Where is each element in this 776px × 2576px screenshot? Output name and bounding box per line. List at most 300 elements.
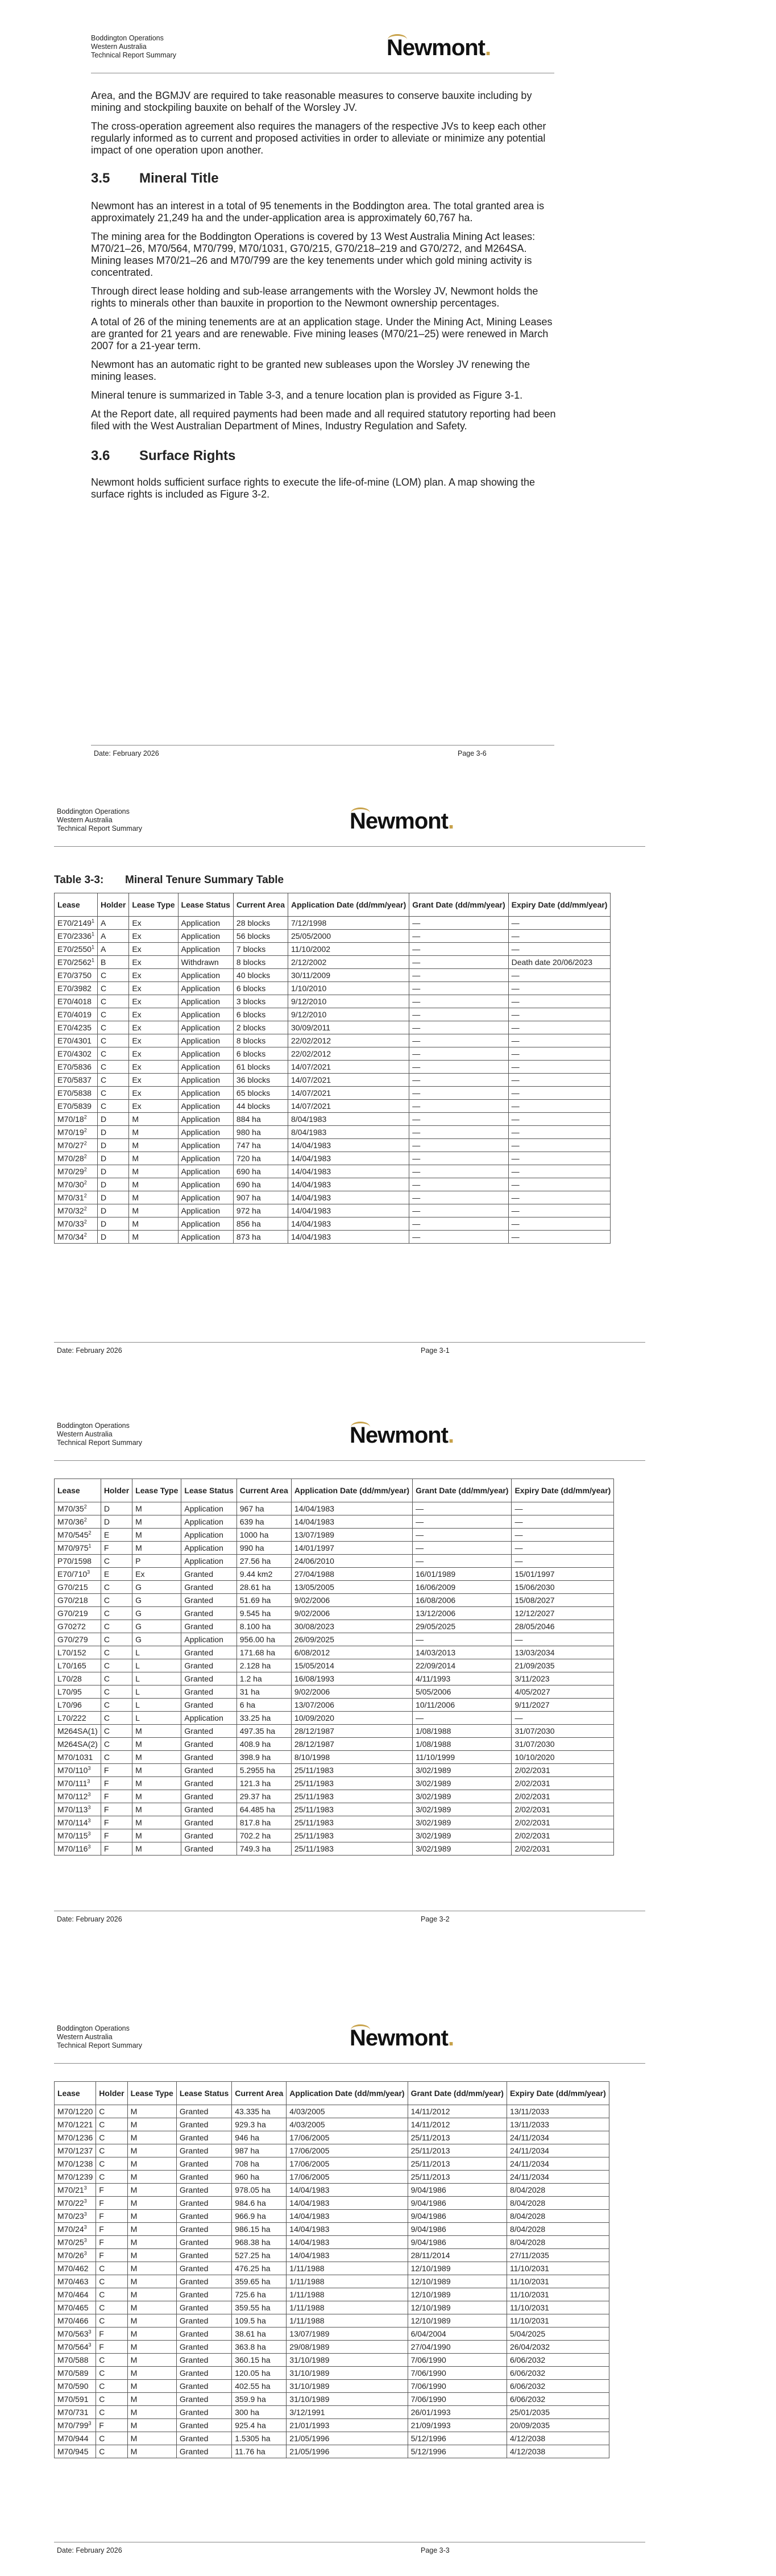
lease-id: E70/4302 [57,1049,92,1058]
cell-lease-type: M [127,2380,176,2393]
cell-lease-status: Application [181,1633,236,1646]
cell-lease [55,2171,96,2184]
cell-lease [55,1568,101,1581]
lease-id: M70/34 [57,1232,84,1241]
cell-current-area: 1.5305 ha [232,2432,287,2445]
table-row [55,1178,611,1191]
cell-application-date: 4/03/2005 [287,2105,408,2118]
cell-holder: C [97,982,128,995]
cell-lease-type: M [127,2445,176,2458]
header-row [55,1479,614,1502]
cell-grant-date: — [409,1008,508,1021]
cell-expiry-date: 15/08/2027 [512,1594,614,1607]
cell-lease-status: Granted [181,1764,236,1777]
cell-lease [55,1502,101,1515]
cell-application-date: 14/04/1983 [288,1191,409,1204]
table-row [55,1699,614,1712]
lease-id: M70/545 [57,1530,89,1539]
cell-lease [55,1646,101,1659]
cell-lease [55,1178,98,1191]
cell-grant-date: — [409,1139,508,1152]
cell-lease-type: M [127,2105,176,2118]
table-row [55,1685,614,1699]
cell-expiry-date: — [508,943,611,956]
lease-id: M70/32 [57,1206,84,1215]
lease-id: E70/2149 [57,918,92,927]
cell-current-area: 359.55 ha [232,2301,287,2314]
table-row [55,1672,614,1685]
cell-holder: D [101,1515,132,1529]
table-row [55,2118,609,2131]
page-header-text [57,2024,142,2050]
lease-id: G70/279 [57,1635,88,1644]
cell-holder: C [96,2144,127,2157]
cell-application-date: 9/02/2006 [291,1685,412,1699]
cell-current-area: 749.3 ha [236,1842,291,1856]
table-row [55,1725,614,1738]
cell-lease-type: Ex [129,1100,178,1113]
footer-date: Date: February 2026 [57,2546,122,2554]
cell-expiry-date: — [508,1008,611,1021]
cell-application-date: 1/11/1988 [287,2301,408,2314]
cell-lease-status: Granted [176,2367,231,2380]
footer-page-number: Page 3-2 [421,1915,450,1923]
cell-lease-type: Ex [129,1087,178,1100]
logo-text: Newmont [350,2026,448,2051]
cell-lease [55,2262,96,2275]
cell-holder: C [96,2131,127,2144]
cell-lease-status: Granted [176,2131,231,2144]
cell-lease [55,1204,98,1217]
cell-current-area: 28 blocks [233,917,288,930]
cell-holder: A [97,943,128,956]
cell-application-date: 27/04/1988 [291,1568,412,1581]
cell-grant-date: 3/02/1989 [413,1816,512,1829]
table-row [55,2105,609,2118]
cell-lease [55,943,98,956]
cell-lease [55,2327,96,2341]
cell-grant-date: 7/06/1990 [408,2354,507,2367]
footnote-marker: 3 [88,1791,91,1798]
cell-holder: F [101,1790,132,1803]
cell-holder: D [97,1191,128,1204]
cell-expiry-date: 11/10/2031 [507,2288,609,2301]
table-row [55,1803,614,1816]
cell-expiry-date: 5/04/2025 [507,2327,609,2341]
logo-dot: . [448,2026,454,2051]
cell-expiry-date: — [508,930,611,943]
cell-holder: C [96,2406,127,2419]
cell-grant-date: 1/08/1988 [413,1738,512,1751]
cell-expiry-date: 31/07/2030 [512,1738,614,1751]
cell-holder: F [96,2249,127,2262]
cell-holder: F [101,1803,132,1816]
cell-lease [55,1751,101,1764]
cell-expiry-date: 8/04/2028 [507,2223,609,2236]
table-row [55,1529,614,1542]
lease-id: M70/114 [57,1818,88,1827]
cell-holder: C [97,1021,128,1034]
cell-holder: C [97,1074,128,1087]
lease-id: E70/4235 [57,1023,92,1032]
header-rule [54,2063,645,2064]
cell-lease [55,1152,98,1165]
cell-lease [55,2236,96,2249]
table-row [55,2171,609,2184]
cell-expiry-date: 2/02/2031 [512,1829,614,1842]
cell-application-date: 21/05/1996 [287,2445,408,2458]
cell-lease-type: L [132,1672,181,1685]
section-title: Surface Rights [139,448,236,463]
cell-expiry-date: — [508,1191,611,1204]
cell-application-date: 4/03/2005 [287,2118,408,2131]
cell-lease [55,1712,101,1725]
cell-current-area: 960 ha [232,2171,287,2184]
lease-id: M70/27 [57,1141,84,1150]
cell-current-area: 402.55 ha [232,2380,287,2393]
cell-current-area: 120.05 ha [232,2367,287,2380]
cell-grant-date: 1/08/1988 [413,1725,512,1738]
surface-rights-paragraphs [91,477,557,507]
cell-lease-type: Ex [129,995,178,1008]
table-row [55,2445,609,2458]
cell-lease-status: Application [181,1502,236,1515]
cell-expiry-date: 6/06/2032 [507,2354,609,2367]
cell-application-date: 14/04/1983 [288,1204,409,1217]
cell-current-area: 873 ha [233,1231,288,1244]
table-body [55,1502,614,1856]
cell-holder: D [97,1165,128,1178]
cell-holder: B [97,956,128,969]
cell-lease [55,917,98,930]
cell-lease-type: M [132,1725,181,1738]
table-row [55,1204,611,1217]
cell-lease [55,2445,96,2458]
table-row [55,2197,609,2210]
cell-lease-status: Application [178,1165,233,1178]
cell-application-date: 14/04/1983 [288,1165,409,1178]
cell-current-area: 980 ha [233,1126,288,1139]
cell-application-date: 14/04/1983 [288,1139,409,1152]
section-heading-3-6 [91,448,235,464]
footnote-marker: 3 [88,1765,91,1771]
cell-expiry-date: — [508,1113,611,1126]
cell-grant-date: 13/12/2006 [413,1607,512,1620]
cell-application-date: 9/02/2006 [291,1594,412,1607]
lease-id: M70/1220 [57,2107,93,2116]
cell-current-area: 3 blocks [233,995,288,1008]
cell-holder: C [97,1047,128,1061]
cell-grant-date: 9/04/1986 [408,2236,507,2249]
cell-expiry-date: — [508,1100,611,1113]
cell-current-area: 31 ha [236,1685,291,1699]
cell-expiry-date: — [508,1139,611,1152]
lease-id: M70/466 [57,2316,89,2325]
cell-lease-status: Granted [181,1672,236,1685]
cell-holder: D [97,1217,128,1231]
cell-lease-status: Granted [181,1685,236,1699]
cell-lease-type: M [132,1842,181,1856]
cell-holder: C [97,1008,128,1021]
cell-application-date: 14/07/2021 [288,1087,409,1100]
cell-lease [55,1555,101,1568]
lease-id: M70/116 [57,1844,88,1853]
cell-current-area: 56 blocks [233,930,288,943]
logo-text: Newmont [350,809,448,834]
cell-lease-type: M [127,2210,176,2223]
cell-current-area: 987 ha [232,2144,287,2157]
cell-expiry-date: — [512,1555,614,1568]
header-line-3: Technical Report Summary [57,825,143,833]
cell-application-date: 21/05/1996 [287,2432,408,2445]
cell-lease [55,2210,96,2223]
cell-application-date: 14/04/1983 [288,1178,409,1191]
table-row [55,2157,609,2171]
lease-id: L70/28 [57,1674,82,1683]
cell-current-area: 747 ha [233,1139,288,1152]
cell-holder: C [101,1646,132,1659]
cell-application-date: 13/07/1989 [291,1529,412,1542]
cell-expiry-date: 2/02/2031 [512,1816,614,1829]
cell-grant-date: 29/05/2025 [413,1620,512,1633]
logo-arc-icon [388,34,407,45]
cell-lease-status: Granted [176,2380,231,2393]
lease-id: M70/464 [57,2290,89,2299]
cell-lease [55,2393,96,2406]
cell-application-date: 1/11/1988 [287,2275,408,2288]
cell-current-area: 9.545 ha [236,1607,291,1620]
cell-expiry-date: 13/11/2033 [507,2118,609,2131]
table-row [55,1816,614,1829]
cell-holder: F [96,2419,127,2432]
cell-expiry-date: — [512,1712,614,1725]
cell-application-date: 3/12/1991 [287,2406,408,2419]
table-row [55,2236,609,2249]
cell-lease-type: M [129,1165,178,1178]
cell-lease-status: Granted [176,2288,231,2301]
cell-grant-date: 14/03/2013 [413,1646,512,1659]
cell-current-area: 9.44 km2 [236,1568,291,1581]
cell-lease-type: M [132,1738,181,1751]
cell-holder: C [96,2432,127,2445]
cell-holder: E [101,1529,132,1542]
footnote-marker: 2 [84,1219,87,1225]
cell-holder: D [101,1502,132,1515]
cell-holder: C [101,1699,132,1712]
lease-id: E70/5838 [57,1088,92,1098]
cell-expiry-date: — [508,917,611,930]
lease-id: M70/24 [57,2225,84,2234]
cell-grant-date: 25/11/2013 [408,2131,507,2144]
footnote-marker: 3 [88,2420,92,2426]
cell-current-area: 36 blocks [233,1074,288,1087]
cell-application-date: 17/06/2005 [287,2171,408,2184]
cell-lease-status: Granted [181,1803,236,1816]
column-header: Application Date (dd/mm/year) [291,1479,412,1502]
cell-application-date: 1/10/2010 [288,982,409,995]
lease-id: E70/4019 [57,1010,92,1019]
table-row [55,1542,614,1555]
cell-lease [55,2184,96,2197]
cell-lease [55,1594,101,1607]
column-header: Lease Type [129,893,178,917]
cell-lease-status: Application [181,1529,236,1542]
cell-current-area: 38.61 ha [232,2327,287,2341]
cell-expiry-date: 13/03/2034 [512,1646,614,1659]
lease-id: M70/26 [57,2251,84,2260]
table-row [55,2406,609,2419]
cell-current-area: 968.38 ha [232,2236,287,2249]
cell-lease-type: M [127,2249,176,2262]
header-line-2: Western Australia [57,2033,113,2041]
cell-lease-type: M [132,1751,181,1764]
cell-current-area: 8 blocks [233,1034,288,1047]
cell-application-date: 14/04/1983 [287,2223,408,2236]
cell-lease-status: Granted [181,1738,236,1751]
cell-lease-type: M [127,2354,176,2367]
cell-application-date: 25/11/1983 [291,1842,412,1856]
cell-lease-status: Application [178,1139,233,1152]
lease-id: M70/731 [57,2408,89,2417]
cell-lease-type: M [129,1113,178,1126]
cell-application-date: 31/10/1989 [287,2367,408,2380]
cell-application-date: 14/04/1983 [287,2236,408,2249]
cell-lease-status: Granted [176,2327,231,2341]
cell-grant-date: 7/06/1990 [408,2393,507,2406]
cell-lease-status: Application [178,1113,233,1126]
newmont-logo [387,35,491,61]
cell-holder: C [96,2118,127,2131]
paragraph: The mining area for the Boddington Operations is covered by 13 West Australia Mining Act leases: M70/21–26, M70/564, M70/799, M70/1031, G70/215, G70/218–219 and G70/272, and M264SA. Mining leases M70/21–26 and M70/799 are the key tenements under which gold mining activity is concentrated. [91,231,536,278]
cell-lease-status: Application [178,1126,233,1139]
table-row [55,2354,609,2367]
table-row [55,930,611,943]
table-row [55,1751,614,1764]
cell-lease-type: M [132,1529,181,1542]
cell-lease [55,1165,98,1178]
cell-lease [55,1829,101,1842]
cell-current-area: 51.69 ha [236,1594,291,1607]
table-row [55,1139,611,1152]
cell-application-date: 24/06/2010 [291,1555,412,1568]
table-row [55,1594,614,1607]
cell-application-date: 11/10/2002 [288,943,409,956]
cell-grant-date: 22/09/2014 [413,1659,512,1672]
cell-holder: F [101,1777,132,1790]
cell-lease [55,1842,101,1856]
cell-lease-type: G [132,1581,181,1594]
cell-current-area: 956.00 ha [236,1633,291,1646]
cell-lease [55,1816,101,1829]
cell-lease-type: L [132,1685,181,1699]
page-header-text [91,34,176,60]
table-row [55,2223,609,2236]
cell-lease-type: Ex [129,943,178,956]
column-header: Holder [97,893,128,917]
cell-expiry-date: 4/12/2038 [507,2432,609,2445]
column-header: Grant Date (dd/mm/year) [408,2082,507,2105]
cell-lease-type: M [132,1502,181,1515]
page-3-3 [0,2024,776,2576]
cell-current-area: 817.8 ha [236,1816,291,1829]
cell-grant-date: 12/10/1989 [408,2262,507,2275]
cell-holder: C [96,2275,127,2288]
cell-expiry-date: 8/04/2028 [507,2184,609,2197]
table-row [55,1738,614,1751]
cell-lease-type: Ex [129,1008,178,1021]
cell-grant-date: 16/08/2006 [413,1594,512,1607]
cell-lease-status: Granted [176,2105,231,2118]
cell-lease-type: M [127,2275,176,2288]
cell-grant-date: 10/11/2006 [413,1699,512,1712]
table-row [55,1620,614,1633]
footer-date: Date: February 2026 [94,749,159,757]
cell-lease [55,2341,96,2354]
cell-lease-status: Application [178,1191,233,1204]
cell-lease-status: Application [178,969,233,982]
cell-holder: C [97,1100,128,1113]
cell-holder: D [97,1126,128,1139]
table-row [55,1034,611,1047]
cell-lease-status: Application [178,995,233,1008]
cell-lease-type: G [132,1594,181,1607]
mineral-tenure-table-part-3 [54,2081,609,2458]
footnote-marker: 2 [84,1192,87,1199]
cell-application-date: 14/04/1983 [287,2197,408,2210]
cell-current-area: 11.76 ha [232,2445,287,2458]
cell-grant-date: 11/10/1999 [413,1751,512,1764]
cell-lease-type: M [129,1178,178,1191]
cell-lease-status: Granted [176,2275,231,2288]
paragraph: Newmont has an interest in a total of 95 tenements in the Boddington area. The total granted area is approximately 21,249 ha and the under-application area is approximately 60,767 ha. [91,200,545,223]
cell-grant-date: 3/02/1989 [413,1842,512,1856]
cell-lease-status: Granted [181,1751,236,1764]
footer-date: Date: February 2026 [57,1347,122,1355]
cell-grant-date: — [413,1555,512,1568]
cell-current-area: 6 blocks [233,1047,288,1061]
cell-grant-date: — [409,1087,508,1100]
header-line-3: Technical Report Summary [91,51,177,59]
lease-id: E70/5837 [57,1075,92,1084]
cell-lease-type: M [129,1191,178,1204]
cell-expiry-date: 13/11/2033 [507,2105,609,2118]
cell-lease-status: Application [178,982,233,995]
column-header: Holder [96,2082,127,2105]
table-row [55,1165,611,1178]
table-caption [54,874,284,887]
cell-grant-date: 3/02/1989 [413,1829,512,1842]
cell-expiry-date: — [508,1074,611,1087]
cell-lease-status: Application [181,1555,236,1568]
cell-lease-type: M [129,1126,178,1139]
cell-current-area: 64.485 ha [236,1803,291,1816]
lease-id: M70/18 [57,1115,84,1124]
cell-holder: F [101,1764,132,1777]
lease-id: M70/110 [57,1766,88,1775]
cell-lease-type: M [132,1515,181,1529]
cell-current-area: 109.5 ha [232,2314,287,2327]
cell-application-date: 17/06/2005 [287,2144,408,2157]
cell-lease-status: Granted [181,1581,236,1594]
cell-holder: F [101,1829,132,1842]
cell-expiry-date: — [508,995,611,1008]
cell-lease [55,2105,96,2118]
section-heading-3-5 [91,171,219,187]
cell-current-area: 121.3 ha [236,1777,291,1790]
cell-current-area: 978.05 ha [232,2184,287,2197]
cell-lease-status: Granted [176,2157,231,2171]
cell-lease-type: M [127,2131,176,2144]
